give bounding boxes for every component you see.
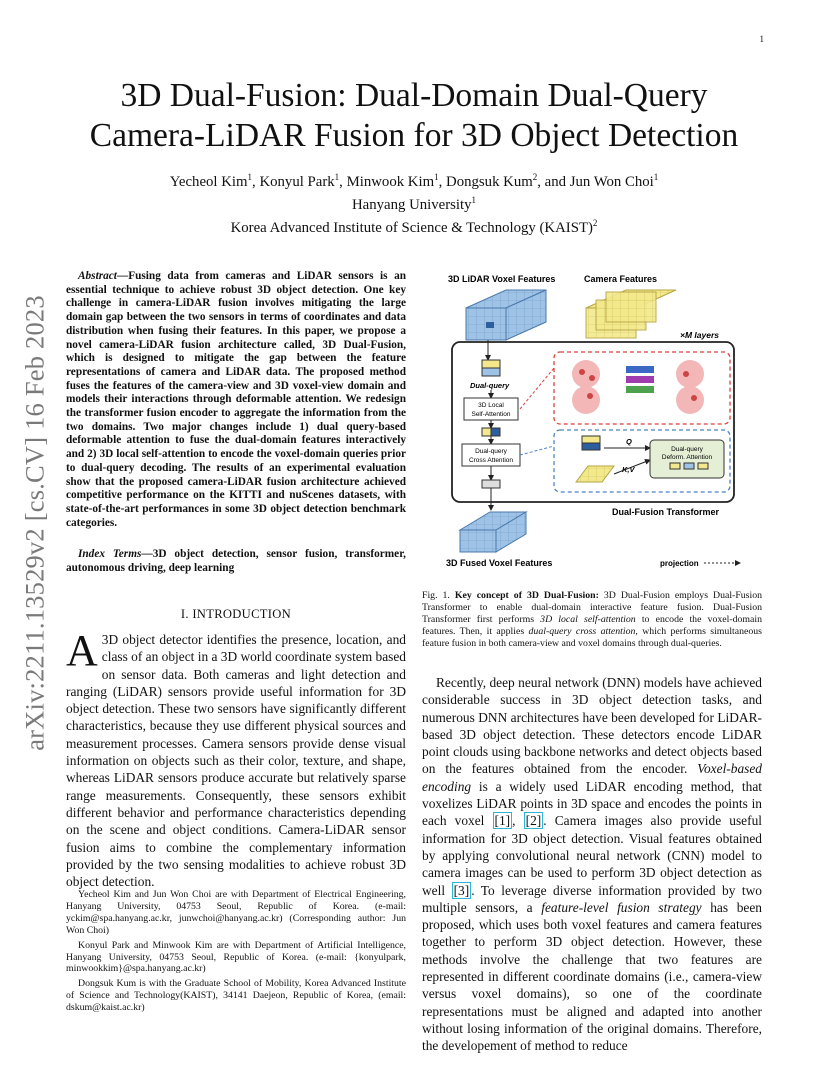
lidar-voxel-block <box>466 290 546 340</box>
label-deform-1: Dual-query <box>671 446 703 453</box>
author-name: Minwook Kim <box>346 173 435 190</box>
body-text: is a widely used LiDAR encoding method, that voxelizes LiDAR points in 3D space and encodes the points in each voxel <box>422 778 762 829</box>
author-name: Jun Won Choi <box>569 173 654 190</box>
label-projection: projection <box>660 559 699 568</box>
page-number: 1 <box>759 34 764 44</box>
label-dqca-2: Cross Attention <box>468 457 514 464</box>
abstract-label: Abstract <box>78 270 117 282</box>
label-dual-query: Dual-query <box>470 381 510 390</box>
index-terms-label: Index Terms <box>78 548 142 560</box>
title-line-2: Camera-LiDAR Fusion for 3D Object Detection <box>89 117 739 154</box>
affiliation-2-text: Korea Advanced Institute of Science & Technology (KAIST) <box>230 219 593 236</box>
index-terms <box>66 548 406 575</box>
camera-feature-stack <box>586 290 676 338</box>
label-camera: Camera Features <box>584 274 658 284</box>
figure-1-diagram <box>436 268 756 573</box>
label-lidar: 3D LiDAR Voxel Features <box>448 274 556 284</box>
author-list: Yecheol Kim$^1$, Konyul Park$^1$, Minwook Kim$^1$, Dongsuk Kum$^2$, and Jun Won Choi$^1$ <box>169 172 659 190</box>
paper-title <box>70 76 758 156</box>
author-name: Yecheol Kim <box>169 173 248 190</box>
affiliation-1-sup: 1 <box>471 194 477 205</box>
body-text: . Camera images also provide useful information for 3D object detection. Visual features obtained by applying convolutional neural network (CNN) model to camera images can be used to perform 3D object detection as well <box>422 813 762 898</box>
caption-label: Fig. 1. <box>422 590 450 601</box>
drop-cap: A <box>66 626 98 675</box>
label-deform-2: Deform. Attention <box>661 454 713 461</box>
footnotes <box>66 889 406 1017</box>
citation-link[interactable]: [3] <box>453 882 470 898</box>
body-paragraph: Recently, deep neural network (DNN) models have achieved considerable success in 3D object detection tasks, and numerous DNN architectures have been developed for LiDAR-based 3D object detection. These detectors encode LiDAR point clouds using backbone networks and detect objects based on the features obtained from the encoder. Voxel-based encoding is a widely used LiDAR encoding method, that voxelizes LiDAR points in 3D space and encodes the points in each voxel [1] , [2] . Camera images also provide useful information for 3D object detection. Visual features obtained by applying convolutional neural network (CNN) model to camera images can be used to perform 3D object detection as well [3] . To leverage diverse information provided by two multiple sensors, a feature-level fusion strategy has been proposed, which uses both voxel features and camera features together to perform 3D object detection. However, these methods involve the challenge that two features are represented in different coordinate domains (i.e., camera-view versus voxel domains), so one of the coordinate representations must be aligned and adapted into another without losing information of the original domains. Therefore, the developement of method to reduce <box>422 675 762 1054</box>
label-fused: 3D Fused Voxel Features <box>446 558 553 568</box>
affiliation-2 <box>70 214 758 237</box>
label-layers: ×M layers <box>680 330 719 340</box>
title-line-1: 3D Dual-Fusion: Dual-Domain Dual-Query <box>120 77 708 114</box>
right-body <box>422 674 762 1055</box>
label-transformer: Dual-Fusion Transformer <box>612 507 720 517</box>
affiliation-2-sup: 2 <box>592 217 598 228</box>
footnote: Konyul Park and Minwook Kim are with Department of Artificial Intelligence, Hanyang University, 04753 Seoul, Republic of Korea. (e-mail: {konyulpark, minwookkim}@spa.hanyang.ac.kr) <box>66 939 406 975</box>
author-name: Konyul Park <box>259 173 335 190</box>
caption-italic: 3D local self-attention <box>540 614 636 625</box>
caption-bold: Key concept of 3D Dual-Fusion: <box>454 590 599 601</box>
arxiv-stamp-text: arXiv:2211.13529v2 [cs.CV] 16 Feb 2023 <box>19 295 50 751</box>
label-local-sa: 3D Local <box>478 402 504 409</box>
label-q: Q <box>626 437 632 446</box>
body-text: Recently, deep neural network (DNN) models have achieved considerable success in 3D object detection tasks, and numerous DNN architectures have been developed for LiDAR-based 3D object detection. These detectors encode LiDAR point clouds using backbone networks and detect objects based on the features obtained from the encoder. <box>422 675 762 777</box>
label-dqca-1: Dual-query <box>475 448 507 455</box>
citation-link[interactable]: [2] <box>525 813 542 829</box>
author-sup: 1 <box>247 172 253 182</box>
author-block <box>70 168 758 237</box>
abstract-text: —Fusing data from cameras and LiDAR sensors is an essential technique to achieve robust 3D object detection. One key challenge in camera-LiDAR fusion involves mitigating the large domain gap between the two sensors in terms of coordinates and data distribution when fusing their features. In this paper, we propose a novel camera-LiDAR fusion architecture called, 3D Dual-Fusion, which is designed to mitigate the gap between the feature representations of camera and LiDAR data. The proposed method fuses the features of the camera-view and 3D voxel-view domain and models their interactions through deformable attention. We redesign the transformer fusion encoder to aggregate the information from the two domains. Two major changes include 1) dual query-based deformable attention to fuse the dual-domain features interactively and 2) 3D local self-attention to encode the voxel-domain queries prior to dual-query decoding. The results of an experimental evaluation show that the proposed camera-LiDAR fusion architecture achieved competitive performance on the KITTI and nuScenes datasets, with state-of-the-art performances in some 3D object detection benchmark categories. <box>66 270 406 529</box>
caption-text: , which performs simultaneous feature fusion in both camera-view and voxel domains through dual-queries. <box>422 626 762 649</box>
index-terms-text: —3D object detection, sensor fusion, transformer, autonomous driving, deep learning <box>66 548 406 574</box>
body-italic: feature-level fusion strategy <box>541 899 702 915</box>
body-text: has been proposed, which uses both voxel features and camera features together to perform 3D object detection. However, these methods involve the challenge that two features are represented in different coordinate domains (i.e., camera-view versus voxel domains), so one of the coordinate representations must be aligned and adapted into another without losing information of the original domains. Therefore, the developement of method to reduce <box>422 899 762 1054</box>
caption-italic: dual-query cross attention <box>528 626 636 637</box>
affiliation-1-text: Hanyang University <box>351 196 472 213</box>
author-sup: 1 <box>653 172 659 182</box>
affiliation-1 <box>70 191 758 214</box>
author-sup: 1 <box>434 172 439 182</box>
intro-text: 3D object detector identifies the presence, location, and class of an object in a 3D world coordinate system based on sensor data. Both cameras and light detection and ranging (LiDAR) sensors provide useful information for 3D object detection. These two sensors have significantly different characteristics, because they use different physical sources and measurement processes. Camera sensors provide dense visual information on objects such as their color, texture, and shape, whereas LiDAR sensors produce accurate but relatively sparse range measurements. Consequently, these sensors exhibit different behavior and performance characteristics depending on the scene and object conditions. Camera-LiDAR sensor fusion aims to combine the complementary information provided by the two sensing modalities to achieve robust 3D object detection. <box>66 632 406 890</box>
fused-voxel-block <box>460 512 526 552</box>
footnote: Yecheol Kim and Jun Won Choi are with Department of Electrical Engineering, Hanyang University, 04753 Seoul, Republic of Korea. (e-mail: yckim@spa.hanyang.ac.kr, junwchoi@hanyang.ac.kr) (Corresponding author: Jun Won Choi) <box>66 889 406 936</box>
body-italic: Voxel-based encoding <box>422 761 762 794</box>
arxiv-stamp <box>18 288 52 758</box>
section-title: I. INTRODUCTION <box>180 607 292 621</box>
abstract <box>66 270 406 530</box>
caption-text: 3D Dual-Fusion employs Dual-Fusion Transformer to enable dual-domain interactive feature fusion. Dual-Fusion Transformer first performs <box>422 590 762 625</box>
author-sup: 2 <box>532 172 538 182</box>
author-name: Dongsuk Kum <box>446 173 533 190</box>
author-sup: 1 <box>334 172 340 182</box>
footnote: Dongsuk Kum is with the Graduate School of Mobility, Korea Advanced Institute of Science and Technology(KAIST), 34141 Daejeon, Republic of Korea, (email: dskum@kaist.ac.kr) <box>66 978 406 1014</box>
label-kv: K,V <box>622 465 635 474</box>
intro-paragraph <box>66 626 406 890</box>
caption-text: to encode the voxel-domain features. Then, it applies <box>422 614 762 637</box>
citation-link[interactable]: [1] <box>494 813 511 829</box>
label-local-sa-2: Self-Attention <box>471 411 511 418</box>
figure-caption <box>422 590 762 650</box>
body-text: . To leverage diverse information provided by two multiple sensors, a <box>422 882 762 915</box>
